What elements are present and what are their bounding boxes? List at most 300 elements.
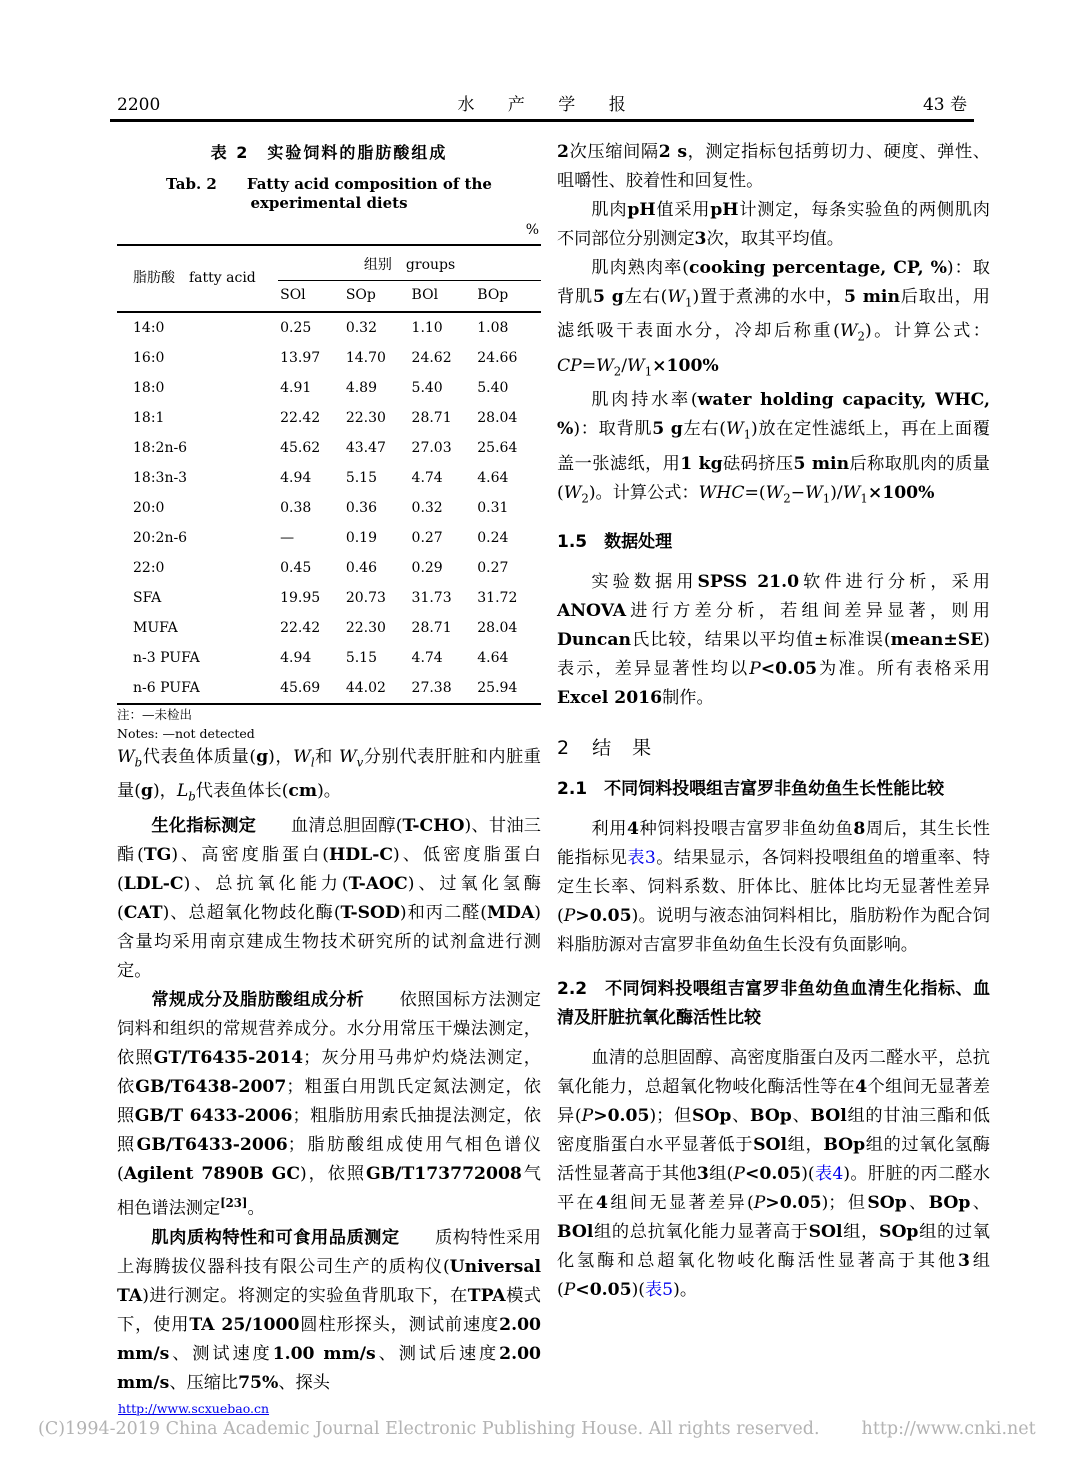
text-run: W <box>563 482 582 503</box>
text-run: )：取背肌 <box>557 258 990 307</box>
text-run: GB/T 6433-2006 <box>134 1105 293 1126</box>
value-cell: 45.62 <box>280 440 321 456</box>
text-run: )( <box>801 1164 815 1185</box>
text-run: 4 <box>596 1193 609 1214</box>
text-run: >0.05 <box>765 1193 822 1214</box>
group-col-header: SOp <box>344 281 410 313</box>
text-run: 代表鱼体长( <box>195 781 289 802</box>
text-run: GB/T6433-2006 <box>136 1134 288 1155</box>
text-run: 肌肉质构特性和可食用品质测定 <box>151 1227 400 1248</box>
text-run: )。 <box>317 781 341 802</box>
value-cell: 0.25 <box>280 320 312 336</box>
table-caption-zh: 表 2 实验饲料的脂肪酸组成 <box>210 143 448 162</box>
text-run: water holding capacity, WHC, % <box>557 390 991 440</box>
table-row <box>117 553 541 583</box>
text-run: 次压缩间隔 <box>568 142 659 162</box>
text-run: 3 <box>957 1251 970 1272</box>
value-cell: 0.46 <box>345 560 377 576</box>
text-run: 1 <box>743 427 752 442</box>
table-row <box>117 463 541 493</box>
table-note-zh: 注：—未检出 <box>117 707 193 722</box>
text-run: 、测试速度 <box>169 1343 273 1364</box>
text-run: )、总超氧化物歧化酶( <box>162 902 341 923</box>
text-run: l <box>310 755 315 770</box>
table-row <box>117 433 541 463</box>
table-row <box>117 373 541 403</box>
text-run: 、测试后速度 <box>375 1343 500 1364</box>
section-2-title: 结 果 <box>592 737 653 760</box>
text-run: P <box>563 906 576 927</box>
text-run: CAT <box>123 902 163 923</box>
text-run: 1 kg <box>680 453 723 474</box>
text-run: 。结果显示，各饲料投喂组鱼的增重率、特定生长率、饲料系数、肝体比、脏体比均无显著性差异( <box>557 848 990 927</box>
text-run: g <box>256 747 269 767</box>
section-2-number: 2 <box>557 737 571 760</box>
text-run: )，依照 <box>300 1163 366 1184</box>
value-cell: 44.02 <box>345 680 386 696</box>
table-row <box>117 613 541 643</box>
text-run: )：取背肌 <box>573 419 653 440</box>
text-run: )、过氧化氢酶( <box>117 873 541 923</box>
text-run: g <box>140 781 153 802</box>
text-run: 组的过氧化氢酶活性显著高于其他 <box>557 1135 990 1185</box>
paragraph-water-holding <box>557 386 990 513</box>
text-run: 1 <box>685 295 693 310</box>
text-run: P <box>563 1280 576 1301</box>
text-run: 、压缩比 <box>169 1372 239 1393</box>
text-run: P <box>753 1193 766 1214</box>
paragraph-growth-results <box>557 815 990 960</box>
text-run: 左右( <box>682 419 726 440</box>
text-run: = <box>581 355 597 376</box>
text-run: P <box>581 1106 594 1127</box>
text-run: 种饲料投喂吉富罗非鱼幼鱼 <box>638 819 854 840</box>
value-cell: 13.97 <box>280 350 321 366</box>
text-run: v <box>356 755 364 770</box>
value-cell: 28.71 <box>411 410 452 426</box>
value-cell: 25.64 <box>477 440 518 456</box>
text-run: BOp <box>928 1193 971 1214</box>
text-run: 质构特性采用上海腾拔仪器科技有限公司生产的质构仪( <box>117 1227 541 1277</box>
text-run: )。肝脏的丙二醛水平在 <box>557 1164 990 1214</box>
text-run: pH <box>627 200 656 220</box>
text-run: )、甘油三酯( <box>117 815 541 865</box>
value-cell: 24.66 <box>477 350 518 366</box>
group-header-label: 组别 groups <box>278 245 541 281</box>
fatty-acid-label: 18:2n-6 <box>133 440 188 456</box>
value-cell: 0.32 <box>411 500 443 516</box>
text-run: 组( <box>708 1164 734 1185</box>
text-run: CP <box>557 355 582 376</box>
value-cell: 4.94 <box>280 650 312 666</box>
text-run: BOp <box>749 1106 792 1127</box>
table-row <box>117 643 541 673</box>
fatty-acid-label: n-3 PUFA <box>133 650 200 666</box>
text-run: 、 <box>791 1106 811 1127</box>
group-col-header: BOl <box>410 281 476 313</box>
text-run: )、总抗氧化能力( <box>183 873 349 894</box>
text-run: )， <box>268 747 294 767</box>
value-cell: 0.29 <box>411 560 443 576</box>
text-run: 组间无显著差异( <box>608 1193 754 1214</box>
text-run: [23] <box>220 1195 248 1210</box>
table-row <box>117 403 541 433</box>
value-cell: 4.64 <box>477 650 509 666</box>
text-run: 1 <box>644 364 653 379</box>
text-run: 软件进行分析，采用 <box>799 572 990 593</box>
text-run: BOl <box>557 1222 594 1243</box>
text-run: 2 <box>613 364 622 379</box>
text-run: ；粗蛋白用凯氏定氮法测定，依照 <box>117 1076 541 1126</box>
value-cell: 0.19 <box>345 530 377 546</box>
text-run: )；但 <box>821 1193 868 1214</box>
text-run: 为准。所有表格采用 <box>817 659 990 680</box>
text-run: 组的过氧化氢酶和总超氧化物岐化酶活性显著高于其他 <box>557 1222 990 1272</box>
text-run: )、高密度脂蛋白( <box>171 844 329 865</box>
fatty-acid-label: n-6 PUFA <box>133 680 200 696</box>
text-run: HDL-C <box>329 844 394 865</box>
value-cell: 0.45 <box>280 560 312 576</box>
text-run: W <box>293 747 311 767</box>
text-run: W <box>627 355 645 376</box>
text-run: 5 g <box>652 419 683 440</box>
section-1-5-heading: 1.5 数据处理 <box>557 532 673 553</box>
value-cell: 5.15 <box>345 650 377 666</box>
text-run: 2 <box>783 491 791 506</box>
text-run: 依照国标方法测定饲料和组织的常规营养成分。水分用常压干燥法测定，依照 <box>117 989 541 1068</box>
text-run: 利用 <box>591 819 628 840</box>
text-run: 组( <box>557 1251 990 1301</box>
journal-title: 水 产 学 报 <box>457 95 640 115</box>
text-run: W <box>839 321 858 342</box>
text-run: ；灰分用马弗炉灼烧法测定，依 <box>117 1047 541 1097</box>
text-run: 次，取其平均值。 <box>706 229 844 249</box>
text-run: 2 <box>581 491 589 506</box>
text-run: )。 <box>673 1280 698 1301</box>
text-run: 5 min <box>793 453 850 474</box>
paragraph-serum-results <box>557 1044 990 1305</box>
text-run: 5 min <box>843 287 900 307</box>
value-cell: 4.64 <box>477 470 509 486</box>
page-header <box>117 90 967 115</box>
text-run: SOl <box>808 1222 843 1243</box>
value-cell: 0.27 <box>411 530 443 546</box>
text-run: cm <box>288 781 318 802</box>
fatty-acid-label: 18:0 <box>133 380 165 396</box>
text-run: 肌肉熟肉率( <box>591 258 690 278</box>
text-run: )、低密度脂蛋白( <box>117 844 541 894</box>
text-run: 3 <box>696 1164 709 1185</box>
fatty-acid-label: 20:2n-6 <box>133 530 188 546</box>
text-run: 5 g <box>593 287 624 307</box>
value-cell: 20.73 <box>345 590 386 606</box>
text-run: )( <box>631 1280 645 1301</box>
paragraph-biochemical-indicators <box>117 812 541 986</box>
value-cell: 45.69 <box>280 680 321 696</box>
value-cell: 27.03 <box>411 440 452 456</box>
text-run: TPA <box>467 1285 506 1306</box>
value-cell: 28.04 <box>477 410 518 426</box>
text-run: mean±SE <box>890 630 984 651</box>
value-cell: 19.95 <box>280 590 321 606</box>
text-run: 左右( <box>623 287 668 307</box>
text-run: b <box>188 789 196 804</box>
text-run: 2.00 mm/s <box>117 1343 541 1393</box>
right-column <box>557 138 990 1305</box>
text-run: >0.05 <box>593 1106 650 1127</box>
text-run: )。说明与液态油饲料相比，脂肪粉作为配合饲料脂肪源对吉富罗非鱼幼鱼生长没有负面影响。 <box>557 906 990 956</box>
text-run: GB/T173772008 <box>365 1163 522 1184</box>
value-cell: 4.91 <box>280 380 312 396</box>
table-caption-en: Tab. 2 Fatty acid composition of the experimental diets <box>166 175 492 212</box>
page-number: 2200 <box>117 95 161 115</box>
text-run: SPSS 21.0 <box>697 572 800 593</box>
text-run: Universal TA <box>117 1256 541 1306</box>
text-run: 75% <box>238 1372 279 1393</box>
value-cell: 5.40 <box>411 380 443 396</box>
text-run: )含量均采用南京建成生物技术研究所的试剂盒进行测定。 <box>117 902 541 981</box>
text-run: 血清总胆固醇( <box>256 815 403 836</box>
text-run: 氏比较，结果以平均值±标准误( <box>631 630 891 651</box>
text-run: GB/T6438-2007 <box>135 1076 287 1097</box>
row-header-label: 脂肪酸 fatty acid <box>117 245 278 312</box>
text-run: )。计算公式： <box>864 321 990 342</box>
text-run: L <box>176 781 189 802</box>
text-run: ；脂肪酸组成使用气相色谱仪( <box>117 1134 541 1184</box>
value-cell: 25.94 <box>477 680 518 696</box>
text-run: 。 <box>247 1198 265 1219</box>
text-run: <0.05 <box>760 659 818 680</box>
left-column <box>117 138 541 1398</box>
text-run: 组， <box>787 1135 824 1156</box>
scxuebao-link[interactable]: http://www.scxuebao.cn <box>118 1401 270 1416</box>
text-run: 常规成分及脂肪酸组成分析 <box>151 989 365 1010</box>
text-run: P <box>733 1164 745 1185</box>
cnki-link[interactable]: http://www.cnki.net <box>861 1419 1036 1439</box>
value-cell: 1.10 <box>411 320 443 336</box>
table-ref-link[interactable]: 表4 <box>814 1164 844 1185</box>
fatty-acid-label: 20:0 <box>133 500 165 516</box>
table-unit-label: % <box>525 222 539 238</box>
text-run: 值采用 <box>655 200 711 220</box>
text-run: 和 <box>314 747 339 767</box>
paragraph-compression <box>557 138 990 196</box>
text-run: 肌肉 <box>591 200 628 220</box>
section-2-1-heading: 2.1 不同饲料投喂组吉富罗非鱼幼鱼生长性能比较 <box>557 779 945 800</box>
text-run: 、 <box>906 1193 929 1214</box>
text-run: 1.00 mm/s <box>272 1343 376 1364</box>
text-run: W <box>667 287 685 307</box>
table-ref-link[interactable]: 表5 <box>644 1280 674 1301</box>
text-run: <0.05 <box>744 1164 802 1185</box>
text-run: WHC <box>698 482 745 503</box>
value-cell: 0.31 <box>477 500 509 516</box>
text-run: Duncan <box>557 630 631 651</box>
text-run: 代表鱼体质量( <box>142 747 257 767</box>
text-run: SOp <box>879 1222 919 1243</box>
fatty-acid-label: 18:1 <box>133 410 165 426</box>
fatty-acid-label: 22:0 <box>133 560 165 576</box>
text-run: BOp <box>823 1135 866 1156</box>
text-run: W <box>117 747 135 767</box>
text-run: P <box>749 659 761 680</box>
value-cell: 31.72 <box>477 590 518 606</box>
text-run: T-SOD <box>340 902 400 923</box>
value-cell: 28.04 <box>477 620 518 636</box>
fatty-acid-label: SFA <box>133 590 162 606</box>
paragraph-cooking-percentage <box>557 254 990 386</box>
text-run: 血清的总胆固醇、高密度脂蛋白及丙二醛水平，总抗氧化能力，总超氧化物岐化酶活性等在 <box>557 1048 990 1098</box>
text-run: pH <box>710 200 739 220</box>
text-run: ×100% <box>867 482 935 503</box>
text-run: LDL-C <box>123 873 184 894</box>
table-row <box>117 312 541 343</box>
text-run: 2 <box>557 142 569 162</box>
text-run: 、探头 <box>278 1372 330 1393</box>
text-run: BOl <box>810 1106 847 1127</box>
text-run: W <box>805 482 823 503</box>
text-run: W <box>596 355 614 376</box>
value-cell: — <box>280 530 295 546</box>
value-cell: 27.38 <box>411 680 452 696</box>
text-run: )和丙二醛( <box>399 902 488 923</box>
group-col-header: BOp <box>475 281 541 313</box>
text-run: )；但 <box>649 1106 692 1127</box>
value-cell: 22.42 <box>280 620 321 636</box>
text-run: T-AOC <box>348 873 408 894</box>
value-cell: 4.74 <box>411 650 443 666</box>
fatty-acid-label: MUFA <box>133 620 178 636</box>
value-cell: 4.94 <box>280 470 312 486</box>
value-cell: 0.32 <box>345 320 377 336</box>
text-run: W <box>765 482 784 503</box>
paragraph-data-processing <box>557 568 990 713</box>
value-cell: 5.40 <box>477 380 509 396</box>
text-run: )进行测定。将测定的实验鱼背肌取下，在 <box>142 1285 468 1306</box>
text-run: )表示，差异显著性均以 <box>557 630 990 680</box>
value-cell: 31.73 <box>411 590 452 606</box>
text-run: 1 <box>860 491 868 506</box>
value-cell: 24.62 <box>411 350 452 366</box>
fatty-acid-label: 18:3n-3 <box>133 470 188 486</box>
text-run: 3 <box>694 229 707 249</box>
fatty-acid-table-body <box>117 312 541 704</box>
text-run: 进行方差分析，若组间差异显著，则用 <box>626 601 990 622</box>
text-run: 砝码挤压 <box>722 453 794 474</box>
text-run: SOp <box>691 1106 732 1127</box>
text-run: Excel 2016 <box>557 688 663 709</box>
text-run: cooking percentage, CP, % <box>689 258 947 278</box>
value-cell: 1.08 <box>477 320 509 336</box>
text-run: 4 <box>855 1077 868 1098</box>
text-run: )置于煮沸的水中， <box>692 287 844 307</box>
text-run: )， <box>152 781 177 802</box>
text-run: 气相色谱法测定 <box>117 1163 541 1219</box>
text-run: 后取出，用滤纸吸干表面水分，冷却后称重( <box>557 287 990 342</box>
text-run: / <box>621 355 628 376</box>
text-run: SOp <box>867 1193 907 1214</box>
text-run: 组的甘油三酯和低密度脂蛋白水平显著低于 <box>557 1106 990 1156</box>
value-cell: 22.42 <box>280 410 321 426</box>
text-run: 肌肉持水率( <box>591 390 698 411</box>
section-2-heading <box>557 733 990 760</box>
table-header-row-1 <box>117 245 541 281</box>
table-row <box>117 343 541 373</box>
value-cell: 28.71 <box>411 620 452 636</box>
fatty-acid-table <box>117 244 541 705</box>
text-run: b <box>134 755 143 770</box>
text-run: ；粗脂肪用索氏抽提法测定，依照 <box>117 1105 541 1155</box>
copyright-text: (C)1994-2019 China Academic Journal Electronic Publishing House. All rights reserved. <box>38 1419 820 1439</box>
text-run: 1 <box>822 491 831 506</box>
text-run: ×100% <box>652 355 719 376</box>
text-run: 分别代表肝脏和内脏重量( <box>117 747 541 802</box>
text-run: T-CHO <box>402 815 465 836</box>
text-run: TA 25/1000 <box>189 1314 300 1335</box>
text-run: )/ <box>830 482 843 503</box>
text-run: 计测定，每条实验鱼的两侧肌肉不同部位分别测定 <box>557 200 990 249</box>
text-run: − <box>790 482 806 503</box>
text-run: )。计算公式： <box>588 482 699 503</box>
group-col-header: SOl <box>278 281 344 313</box>
header-rule <box>110 119 974 122</box>
paragraph-composition-analysis <box>117 986 541 1224</box>
text-run: 组的总抗氧化能力显著高于 <box>593 1222 809 1243</box>
value-cell: 0.36 <box>345 500 377 516</box>
text-run: 模式下，使用 <box>117 1285 541 1335</box>
text-run: 2.00 mm/s <box>117 1314 541 1364</box>
text-run: Agilent 7890B GC <box>123 1163 301 1184</box>
table-row <box>117 493 541 523</box>
text-run: <0.05 <box>575 1280 632 1301</box>
value-cell: 0.38 <box>280 500 312 516</box>
paragraph-texture-measurement <box>117 1224 541 1398</box>
table-row <box>117 583 541 613</box>
text-run: >0.05 <box>575 906 632 927</box>
text-run: 周后，其生长性能指标见 <box>557 819 990 869</box>
value-cell: 22.30 <box>345 410 386 426</box>
text-run: W <box>842 482 861 503</box>
paragraph-symbols-definition <box>117 743 541 812</box>
value-cell: 5.15 <box>345 470 377 486</box>
text-run: 圆柱形探头，测试前速度 <box>299 1314 500 1335</box>
text-run: SOl <box>753 1135 788 1156</box>
volume-label: 43 卷 <box>922 95 967 115</box>
table-ref-link[interactable]: 表3 <box>627 848 656 869</box>
text-run: GT/T6435-2014 <box>153 1047 304 1068</box>
text-run: 后称取肌肉的质量( <box>557 453 990 503</box>
table-note-en: Notes: —not detected <box>117 726 255 741</box>
text-run: 、 <box>731 1106 750 1127</box>
paragraph-ph-measure <box>557 196 990 254</box>
text-run: 生化指标测定 <box>151 815 257 836</box>
value-cell: 0.24 <box>477 530 509 546</box>
value-cell: 22.30 <box>345 620 386 636</box>
copyright-line <box>38 1419 1048 1439</box>
text-run: 制作。 <box>662 688 714 709</box>
fatty-acid-label: 16:0 <box>133 350 165 366</box>
text-run: 2 s <box>658 142 687 162</box>
text-run: 实验数据用 <box>591 572 698 593</box>
text-run: 个组间无显著差异( <box>557 1077 990 1127</box>
text-run: 4 <box>627 819 639 840</box>
text-run: 组， <box>842 1222 880 1243</box>
value-cell: 0.27 <box>477 560 509 576</box>
text-run: 、 <box>970 1193 990 1214</box>
table-row <box>117 523 541 553</box>
text-run: ，测定指标包括剪切力、硬度、弹性、咀嚼性、胶着性和回复性。 <box>557 142 990 191</box>
section-2-2-heading: 2.2 不同饲料投喂组吉富罗非鱼幼鱼血清生化指标、血清及肝脏抗氧化酶活性比较 <box>557 979 990 1029</box>
